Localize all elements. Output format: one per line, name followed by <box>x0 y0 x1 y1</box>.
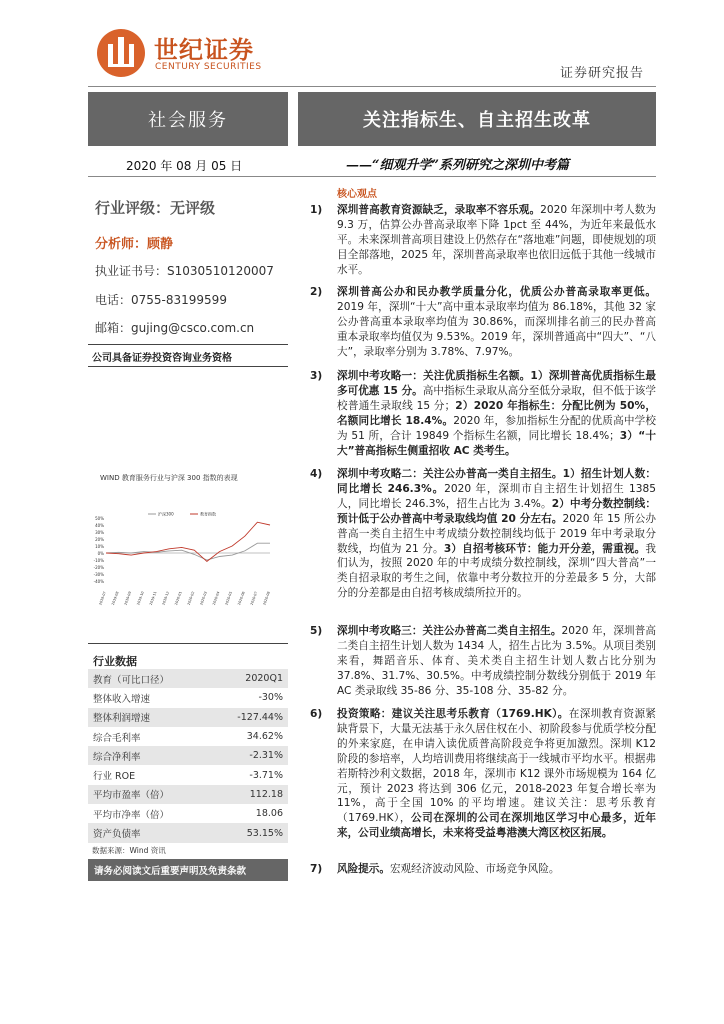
data-source: 数据来源：Wind 资讯 <box>92 846 166 855</box>
y-tick-label: -10% <box>93 558 104 563</box>
y-tick-label: 0% <box>97 551 104 556</box>
x-tick-label: 2019-12 <box>161 590 171 606</box>
table-row: 整体利润增速 -127.44% <box>88 708 288 727</box>
industry-rating: 行业评级：无评级 <box>95 199 216 217</box>
industry-data-title: 行业数据 <box>93 655 137 668</box>
core-points-label: 核心观点 <box>337 189 377 200</box>
divider <box>88 366 288 367</box>
report-subtitle: ——“细观升学”系列研究之深圳中考篇 <box>346 158 569 173</box>
x-tick-label: 2020-03 <box>199 590 208 606</box>
qualification-note: 公司具备证券投资咨询业务资格 <box>92 353 232 364</box>
date-divider <box>88 176 656 177</box>
table-row: 平均市盈率（倍） 112.18 <box>88 785 288 804</box>
series-line-0 <box>106 543 270 560</box>
chart-axes <box>94 516 271 606</box>
table-row: 行业 ROE -3.71% <box>93 769 283 783</box>
series-line-1 <box>106 522 270 561</box>
x-tick-label: 2019-09 <box>123 590 133 606</box>
analyst-email[interactable]: 邮箱：gujing@csco.com.cn <box>95 321 255 335</box>
logo-text-cn: 世纪证券 <box>154 36 254 64</box>
y-tick-label: 40% <box>95 523 104 528</box>
report-type: 证券研究报告 <box>560 66 645 81</box>
certificate-number: 执业证书号：S1030510120007 <box>95 264 274 278</box>
legend-label: 沪深300 <box>158 511 174 517</box>
y-tick-label: 20% <box>95 537 104 542</box>
table-row: 综合净利率 -2.31% <box>88 746 288 765</box>
x-tick-label: 2020-02 <box>186 590 196 606</box>
point-1: 1) 深圳普高教育资源缺乏，录取率不容乐观。2020 年深圳中考人数为 9.3 万，估算公办普高录取率下降 1pct 至 44%，为近年来最低水平。未来深圳普高项目建设上仍然存在“落地难”问题，即使规划的项目全部落地，2025 年，深圳普高录取率也依旧远低于其他一线城市水平。 <box>310 204 657 276</box>
table-row: 整体收入增速 -30% <box>93 692 283 705</box>
y-tick-label: -20% <box>93 565 104 570</box>
x-tick-label: 2019-11 <box>148 590 158 606</box>
table-row: 综合毛利率 34.62% <box>93 731 283 744</box>
analyst-phone: 电话：0755-83199599 <box>95 293 227 307</box>
table-row: 教育（可比口径） 2020Q1 <box>88 669 288 688</box>
x-tick-label: 2020-08 <box>262 590 271 606</box>
divider <box>88 344 288 345</box>
x-tick-label: 2020-04 <box>211 590 221 606</box>
chart-title: WIND 教育服务行业与沪深 300 指数的表现 <box>100 474 238 482</box>
x-tick-label: 2020-07 <box>249 590 259 606</box>
y-tick-label: 50% <box>95 516 104 521</box>
x-tick-label: 2019-10 <box>136 590 145 606</box>
x-tick-label: 2020-05 <box>224 590 234 606</box>
y-tick-label: -30% <box>93 572 104 577</box>
legend-label: 教育指数 <box>200 511 216 517</box>
performance-chart <box>88 508 288 618</box>
x-tick-label: 2019-07 <box>98 590 107 606</box>
table-row: 平均市净率（倍） 18.06 <box>93 808 283 821</box>
y-tick-label: -40% <box>93 579 104 584</box>
point-2: 2) 深圳普高公办和民办教学质量分化，优质公办普高录取率更低。2019 年，深圳“十大”高中重本录取率均值为 86.18%，其他 32 家公办普高重本录取率均值为 30.86%，而深圳排名前三的民办普高重本录取率均值仅为 9.53%。2019 年，深圳普通高中“四大”、“八大”，录取率分别为 3.78%、7.97%。 <box>310 286 656 358</box>
report-title: 关注指标生、自主招生改革 <box>298 92 656 146</box>
divider <box>88 643 288 644</box>
header-divider <box>88 86 656 87</box>
disclaimer-banner: 请务必阅读文后重要声明及免责条款 <box>88 859 288 881</box>
sector-banner: 社会服务 <box>88 92 288 146</box>
industry-data-table <box>88 669 288 843</box>
company-logo-icon <box>96 28 146 78</box>
chart-legend <box>148 511 216 517</box>
logo-text-en: CENTURY SECURITIES <box>155 62 262 72</box>
report-date: 2020 年 08 月 05 日 <box>126 159 243 173</box>
x-tick-label: 2019-08 <box>110 590 120 606</box>
x-tick-label: 2020-01 <box>174 590 183 606</box>
x-tick-label: 2020-06 <box>237 590 246 606</box>
analyst-name: 分析师：顾静 <box>95 237 174 252</box>
point-6: 6) 投资策略：建议关注思考乐教育（1769.HK）。在深圳教育资源紧缺背景下，大量无法基于永久居住权在小、初阶段参与优质学校分配的外来家庭，在申请入读优质普高阶段竞争将更加激烈。深圳 K12 阶段的参培率，人均培训费用将继续高于一线城市平均水平。根据弗若斯特沙利文数据，2018 年，深圳市 K12 课外市场规模为 164 亿元，预计 2023 将达到 306 亿元，2018-2023 年复合增长率为 11%，高于全国 10% 的平均增速。建议关注：思考乐教育（1769.HK），公司在深圳的公司在深圳地区学习中心最多，近年来，公司业绩高增长，未来将受益粤港澳大湾区校区拓展。 <box>310 708 656 840</box>
y-tick-label: 10% <box>95 544 104 549</box>
point-4: 4) 深圳中考攻略二：关注公办普高一类自主招生。1）招生计划人数：同比增长 246.3%。2020 年，深圳市自主招生计划招生 1385 人，同比增长 246.3%，招生占比为 3.4%。2）中考分数控制线：预计低于公办普高中考录取线均值 20 分左右。2020 年 15 所公办普高一类自主招生中考成绩分数控制线均低于 2019 年中考录取分数线，均值为 21 分。3）自招考核环节：能力开分差，需重视。我们认为，按照 2020 年的中考成绩分数控制线，深圳“四大普高”一类自招录取的考生之间，依靠中考分数拉开的分差最多 5 分，大部分的分差都是由自招考核成绩所拉开的。 <box>310 468 657 600</box>
point-5: 5) 深圳中考攻略三：关注公办普高二类自主招生。2020 年，深圳普高二类自主招生计划人数为 1434 人，招生占比为 3.5%。从项目类别来看，舞蹈音乐、体育、美术类自主招生计划人数占比分别为 37.8%、31.7%、30.5%。中考成绩控制分数线分别低于 2019 年 AC 类录取线 35-86 分、35-108 分、35-82 分。 <box>310 625 657 697</box>
point-3: 3) 深圳中考攻略一：关注优质指标生名额。1）深圳普高优质指标生最多可优惠 15 分。高中指标生录取从高分至低分录取，但不低于该学校普通生录取线 15 分；2）2020 年指标生：分配比例为 50%，名额同比增长 18.4%。2020 年，参加指标生分配的优质高中学校为 51 所，合计 19849 个指标生名额，同比增长 18.4%；3）“十大”普高指标生侧重招收 AC 类考生。 <box>310 370 656 457</box>
y-tick-label: 30% <box>95 530 104 535</box>
point-7: 7) 风险提示。宏观经济波动风险、市场竞争风险。 <box>310 863 560 875</box>
table-row: 资产负债率 53.15% <box>88 823 288 842</box>
chart-lines <box>106 522 270 561</box>
